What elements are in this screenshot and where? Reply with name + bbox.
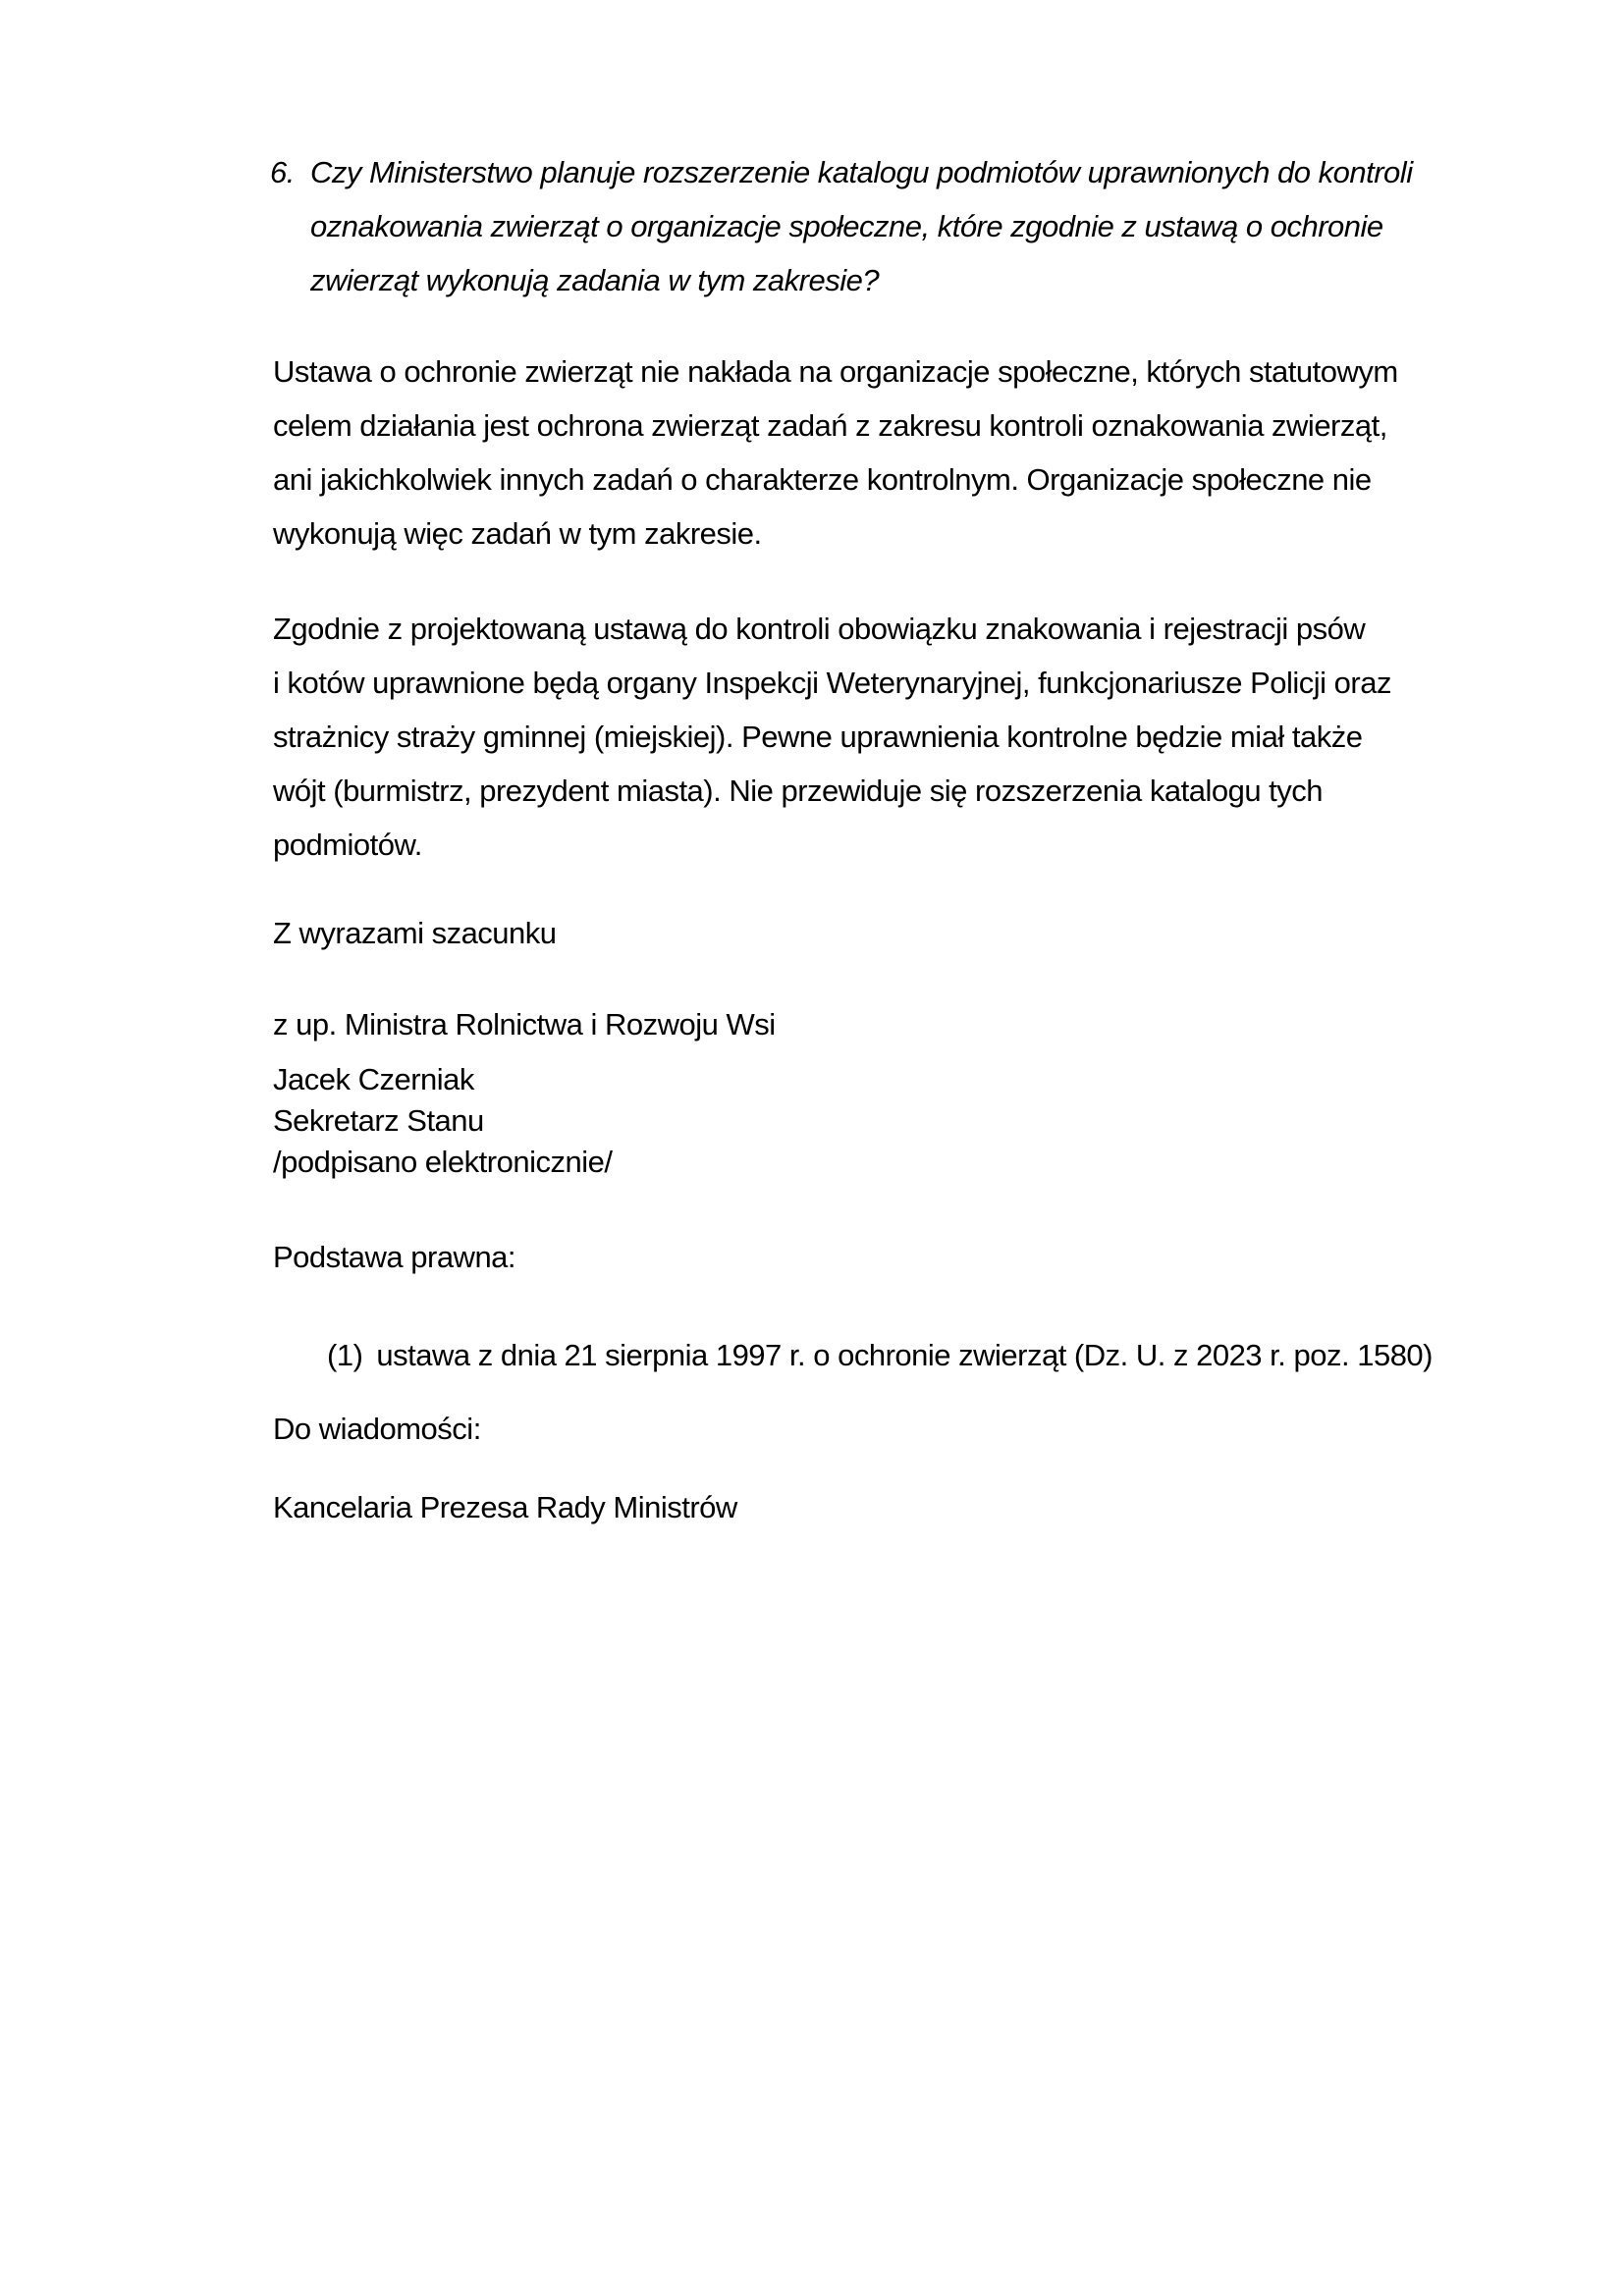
distribution-recipient: Kancelaria Prezesa Rady Ministrów xyxy=(273,1490,737,1524)
paragraph-line: podmiotów. xyxy=(273,828,422,862)
question-line: oznakowania zwierząt o organizacje społeczne, które zgodnie z ustawą o ochronie xyxy=(310,209,1383,243)
signer-name: Jacek Czerniak xyxy=(273,1062,474,1096)
answer-paragraph-2 xyxy=(273,602,1540,872)
electronic-signature-note: /podpisano elektronicznie/ xyxy=(273,1145,613,1179)
legal-basis-item xyxy=(327,1328,1540,1382)
closing-salutation: Z wyrazami szacunku xyxy=(273,916,557,950)
distribution-heading: Do wiadomości: xyxy=(273,1412,481,1446)
legal-item-number: (1) xyxy=(327,1338,363,1372)
paragraph-line: Zgodnie z projektowaną ustawą do kontroli obowiązku znakowania i rejestracji psów xyxy=(273,612,1366,646)
paragraph-line: Ustawa o ochronie zwierząt nie nakłada na organizacje społeczne, których statutowym xyxy=(273,354,1398,389)
paragraph-line: ani jakichkolwiek innych zadań o charakterze kontrolnym. Organizacje społeczne nie xyxy=(273,462,1372,497)
paragraph-line: i kotów uprawnione będą organy Inspekcji Weterynaryjnej, funkcjonariusze Policji oraz xyxy=(273,666,1391,700)
answer-paragraph-1 xyxy=(273,345,1540,561)
paragraph-line: wykonują więc zadań w tym zakresie. xyxy=(273,516,762,551)
question-item-6 xyxy=(270,145,1540,307)
question-line: zwierząt wykonują zadania w tym zakresie? xyxy=(310,263,880,297)
signature-on-behalf: z up. Ministra Rolnictwa i Rozwoju Wsi xyxy=(273,1007,776,1041)
question-line xyxy=(270,145,1540,199)
signature-block xyxy=(273,1059,1540,1183)
letter-body xyxy=(270,0,1540,1534)
question-text: Czy Ministerstwo planuje rozszerzenie katalogu podmiotów uprawnionych do kontroli xyxy=(310,155,1413,189)
signer-title: Sekretarz Stanu xyxy=(273,1103,484,1138)
legal-item-text: ustawa z dnia 21 sierpnia 1997 r. o ochronie zwierząt (Dz. U. z 2023 r. poz. 1580) xyxy=(376,1338,1433,1372)
legal-basis-heading: Podstawa prawna: xyxy=(273,1240,516,1274)
paragraph-line: celem działania jest ochrona zwierząt zadań z zakresu kontroli oznakowania zwierząt, xyxy=(273,408,1387,443)
paragraph-line: strażnicy straży gminnej (miejskiej). Pewne uprawnienia kontrolne będzie miał także xyxy=(273,720,1363,754)
paragraph-line: wójt (burmistrz, prezydent miasta). Nie przewiduje się rozszerzenia katalogu tych xyxy=(273,774,1324,808)
question-number: 6. xyxy=(270,155,295,189)
